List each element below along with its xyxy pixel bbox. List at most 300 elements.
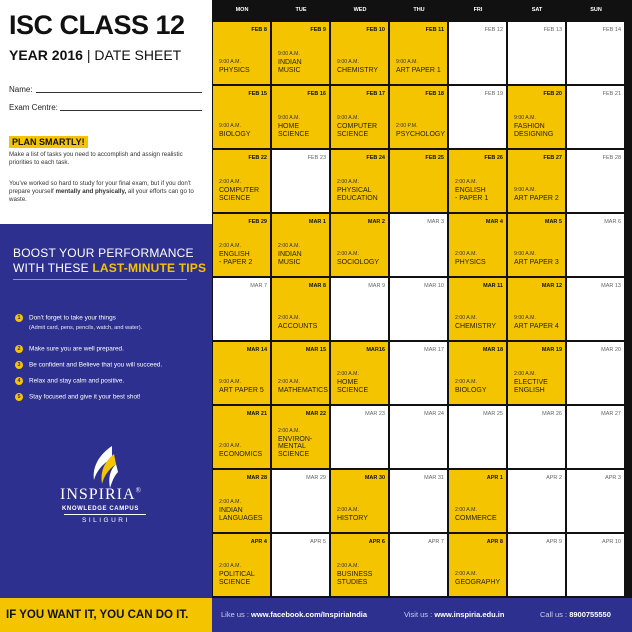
page-subtitle	[9, 47, 181, 63]
cell-date: MAR 20	[601, 347, 621, 353]
exam-subject	[337, 379, 385, 394]
exam-subject-line: INDIAN	[219, 507, 243, 515]
free-day-cell	[567, 278, 624, 340]
website-link[interactable]: www.inspiria.edu.in	[434, 610, 505, 619]
exam-time: 2:00 A.M.	[219, 442, 241, 449]
boost-heading-line-1: BOOST YOUR PERFORMANCE	[13, 246, 194, 260]
exam-subject	[337, 515, 385, 522]
cell-date: MAR 14	[246, 347, 267, 353]
facebook-link[interactable]: www.facebook.com/InspiriaIndia	[251, 610, 368, 619]
exam-subject-line: PHYSICS	[219, 66, 250, 74]
exam-time: 2:00 A.M.	[455, 250, 477, 257]
free-day-cell	[567, 406, 624, 468]
exam-day-cell	[508, 150, 565, 212]
exam-day-cell	[272, 278, 329, 340]
tip-subtext: (Admit card, pens, pencils, watch, and water).	[29, 325, 143, 331]
weekday-wed: WED	[353, 7, 367, 13]
exam-subject-line: ENGLISH	[514, 386, 545, 394]
cell-date: FEB 13	[543, 27, 562, 33]
cell-date: FEB 24	[366, 155, 385, 161]
tip-number: 5	[15, 393, 23, 401]
facebook-info	[221, 610, 367, 619]
exam-subject-line: SCIENCE	[278, 450, 310, 458]
exam-day-cell	[272, 342, 329, 404]
cell-date: APR 3	[605, 475, 621, 481]
free-day-cell	[331, 406, 388, 468]
exam-day-cell	[390, 150, 447, 212]
exam-time: 2:00 A.M.	[219, 563, 241, 570]
free-day-cell	[213, 278, 270, 340]
exam-subject-line: BIOLOGY	[219, 130, 251, 138]
exam-day-cell	[449, 278, 506, 340]
weekday-fri: FRI	[473, 7, 483, 13]
exam-day-cell	[213, 86, 270, 148]
free-day-cell	[272, 534, 329, 596]
exam-subject-line: SCIENCE	[219, 578, 251, 586]
cell-date: MAR 2	[367, 219, 385, 225]
phone-number[interactable]: 8900755550	[569, 610, 611, 619]
exam-day-cell	[213, 470, 270, 532]
exam-subject	[219, 251, 267, 266]
tip-text: Relax and stay calm and positive.	[29, 377, 125, 385]
exam-subject	[219, 451, 267, 458]
free-day-cell	[508, 470, 565, 532]
exam-subject-line: HISTORY	[337, 514, 368, 522]
exam-subject	[455, 515, 503, 522]
exam-day-cell	[508, 278, 565, 340]
cell-date: FEB 14	[602, 27, 621, 33]
exam-day-cell	[213, 22, 270, 84]
tip-number: 2	[15, 345, 23, 353]
exam-time: 9:00 A.M.	[514, 186, 536, 193]
exam-subject	[219, 571, 267, 586]
exam-day-cell	[390, 22, 447, 84]
cell-date: FEB 8	[251, 27, 267, 33]
plan-paragraph-1: Make a list of tasks you need to accomplish and assign realistic priorities to each task.	[9, 151, 183, 166]
cell-date: MAR 13	[601, 283, 621, 289]
free-day-cell	[567, 86, 624, 148]
exam-time: 9:00 A.M.	[278, 115, 300, 122]
exam-subject-line: ART PAPER 3	[514, 258, 559, 266]
exam-subject-line: ENVIRON-	[278, 436, 313, 444]
cell-date: FEB 12	[484, 27, 503, 33]
cell-date: MAR 1	[308, 219, 326, 225]
exam-day-cell	[331, 150, 388, 212]
exam-subject-line: ELECTIVE	[514, 379, 548, 387]
free-day-cell	[390, 278, 447, 340]
cell-date: MAR 10	[424, 283, 444, 289]
slogan-text: IF YOU WANT IT, YOU CAN DO IT.	[6, 609, 189, 621]
cell-date: MAR 23	[365, 411, 385, 417]
cell-date: FEB 29	[248, 219, 267, 225]
free-day-cell	[508, 534, 565, 596]
exam-subject-line: ART PAPER 4	[514, 322, 559, 330]
exam-time: 2:00 A.M.	[337, 563, 359, 570]
exam-time: 9:00 A.M.	[337, 58, 359, 65]
cell-date: MAR 5	[544, 219, 562, 225]
exam-subject-line: LANGUAGES	[219, 514, 263, 522]
facebook-label: Like us :	[221, 610, 249, 619]
free-day-cell	[449, 22, 506, 84]
free-day-cell	[390, 534, 447, 596]
cell-date: MAR 28	[246, 475, 267, 481]
logo-wordmark	[60, 486, 142, 504]
tip-text: Make sure you are well prepared.	[29, 345, 124, 353]
exam-time: 2:00 A.M.	[219, 499, 241, 506]
exam-subject	[455, 187, 503, 202]
exam-subject	[455, 323, 503, 330]
free-day-cell	[331, 278, 388, 340]
tips-panel	[0, 224, 212, 598]
exam-day-cell	[272, 86, 329, 148]
tip-item-5	[15, 393, 141, 401]
exam-day-cell	[449, 534, 506, 596]
exam-subject-line: ECONOMICS	[219, 450, 263, 458]
tip-item-1	[15, 314, 116, 322]
logo-divider	[64, 514, 146, 515]
header-panel	[0, 0, 212, 224]
cell-date: MAR16	[366, 347, 385, 353]
exam-subject-line: BIOLOGY	[455, 386, 487, 394]
exam-day-cell	[213, 342, 270, 404]
exam-subject	[337, 67, 385, 74]
exam-time: 2:00 P.M.	[396, 122, 418, 129]
exam-subject-line: CHEMISTRY	[337, 66, 379, 74]
tip-number: 4	[15, 377, 23, 385]
free-day-cell	[508, 406, 565, 468]
exam-subject-line: BUSINESS	[337, 571, 373, 579]
exam-time: 2:00 A.M.	[337, 371, 359, 378]
boost-heading-highlight: LAST-MINUTE TIPS	[92, 261, 207, 275]
exam-time: 9:00 A.M.	[337, 115, 359, 122]
date-sheet-label: DATE SHEET	[94, 47, 182, 63]
exam-day-cell	[213, 534, 270, 596]
free-day-cell	[449, 406, 506, 468]
exam-subject	[278, 436, 326, 458]
exam-time: 2:00 A.M.	[337, 179, 359, 186]
cell-date: MAR 22	[305, 411, 326, 417]
website-info	[404, 610, 504, 619]
cell-date: FEB 19	[484, 91, 503, 97]
exam-day-cell	[331, 470, 388, 532]
tip-text: Don't forget to take your things	[29, 314, 116, 322]
exam-subject	[455, 259, 503, 266]
exam-time: 2:00 A.M.	[455, 314, 477, 321]
exam-subject	[514, 195, 562, 202]
exam-subject-line: ENGLISH	[455, 187, 486, 195]
cell-date: FEB 17	[366, 91, 385, 97]
exam-day-cell	[272, 214, 329, 276]
exam-time: 2:00 A.M.	[337, 250, 359, 257]
cell-date: FEB 23	[307, 155, 326, 161]
free-day-cell	[272, 470, 329, 532]
exam-subject-line: CHEMISTRY	[455, 322, 497, 330]
exam-subject-line: DESIGNING	[514, 130, 554, 138]
exam-subject-line: MENTAL	[278, 443, 306, 451]
cell-date: MAR 11	[483, 283, 503, 289]
name-label: Name:	[9, 85, 33, 94]
cell-date: MAR 6	[604, 219, 621, 225]
exam-subject	[337, 571, 385, 586]
cell-date: FEB 28	[602, 155, 621, 161]
cell-date: MAR 9	[368, 283, 385, 289]
cell-date: MAR 25	[483, 411, 503, 417]
exam-subject	[219, 187, 267, 202]
exam-time: 9:00 A.M.	[514, 250, 536, 257]
tip-item-4	[15, 377, 124, 385]
exam-subject-line: - PAPER 2	[219, 258, 253, 266]
exam-day-cell	[213, 406, 270, 468]
exam-time: 2:00 A.M.	[278, 243, 300, 250]
cell-date: APR 4	[250, 539, 267, 545]
exam-subject-line: MUSIC	[278, 66, 301, 74]
free-day-cell	[567, 214, 624, 276]
tip-item-3	[15, 361, 162, 369]
exam-day-cell	[508, 342, 565, 404]
exam-time: 2:00 A.M.	[455, 179, 477, 186]
exam-day-cell	[272, 406, 329, 468]
exam-day-cell	[331, 342, 388, 404]
exam-centre-label: Exam Centre:	[9, 103, 58, 112]
plan-paragraph-2-b: mentally and physically,	[55, 188, 127, 195]
exam-time: 2:00 A.M.	[455, 570, 477, 577]
cell-date: APR 5	[310, 539, 326, 545]
cell-date: APR 9	[546, 539, 562, 545]
exam-day-cell	[331, 534, 388, 596]
exam-calendar	[212, 0, 632, 598]
exam-subject-line: FASHION	[514, 123, 545, 131]
tip-text: Be confident and Believe that you will succeed.	[29, 361, 163, 369]
cell-date: FEB 21	[602, 91, 621, 97]
tip-number: 3	[15, 361, 23, 369]
exam-subject	[455, 579, 503, 586]
cell-date: APR 10	[602, 539, 621, 545]
free-day-cell	[390, 470, 447, 532]
cell-date: APR 1	[486, 475, 503, 481]
exam-subject	[337, 259, 385, 266]
exam-subject	[278, 323, 326, 330]
exam-day-cell	[331, 214, 388, 276]
free-day-cell	[567, 534, 624, 596]
exam-subject-line: ART PAPER 5	[219, 386, 264, 394]
exam-subject-line: COMPUTER	[219, 187, 260, 195]
exam-time: 2:00 A.M.	[278, 428, 300, 435]
exam-subject-line: PHYSICS	[455, 258, 486, 266]
cell-date: APR 2	[546, 475, 562, 481]
cell-date: MAR 21	[246, 411, 267, 417]
free-day-cell	[390, 342, 447, 404]
exam-subject-line: ART PAPER 2	[514, 194, 559, 202]
registered-mark: ®	[135, 486, 142, 495]
exam-subject-line: ENGLISH	[219, 251, 250, 259]
logo-subtitle: KNOWLEDGE CAMPUS	[62, 506, 139, 512]
exam-day-cell	[331, 86, 388, 148]
plan-paragraph-2	[9, 180, 205, 204]
exam-subject-line: HOME	[278, 123, 299, 131]
cell-date: MAR 27	[601, 411, 621, 417]
cell-date: FEB 16	[307, 91, 326, 97]
exam-subject	[278, 123, 326, 138]
free-day-cell	[390, 406, 447, 468]
free-day-cell	[567, 22, 624, 84]
exam-day-cell	[508, 214, 565, 276]
exam-time: 2:00 A.M.	[278, 378, 300, 385]
boost-heading-prefix: WITH THESE	[13, 261, 93, 275]
exam-subject-line: SCIENCE	[337, 130, 369, 138]
name-field[interactable]	[36, 92, 202, 93]
logo-name-text: INSPIRIA	[60, 486, 136, 503]
exam-time: 9:00 A.M.	[219, 122, 241, 129]
exam-subject-line: PHYSICAL	[337, 187, 372, 195]
exam-subject-line: COMPUTER	[337, 123, 378, 131]
tip-number: 1	[15, 314, 23, 322]
exam-time: 2:00 A.M.	[455, 506, 477, 513]
exam-subject	[514, 259, 562, 266]
weekday-mon: MON	[235, 7, 249, 13]
exam-subject-line: HOME	[337, 379, 358, 387]
weekday-header-row	[212, 0, 632, 20]
exam-day-cell	[449, 470, 506, 532]
weekday-sun: SUN	[590, 7, 602, 13]
exam-centre-field[interactable]	[60, 110, 202, 111]
exam-time: 2:00 A.M.	[455, 378, 477, 385]
free-day-cell	[508, 22, 565, 84]
exam-time: 9:00 A.M.	[514, 115, 536, 122]
cell-date: FEB 20	[543, 91, 562, 97]
free-day-cell	[449, 86, 506, 148]
cell-date: MAR 19	[541, 347, 562, 353]
exam-time: 2:00 A.M.	[337, 506, 359, 513]
exam-subject	[396, 131, 444, 138]
exam-time: 2:00 A.M.	[278, 314, 300, 321]
exam-day-cell	[390, 86, 447, 148]
exam-day-cell	[449, 150, 506, 212]
plan-heading: PLAN SMARTLY!	[9, 136, 88, 148]
exam-day-cell	[449, 342, 506, 404]
exam-time: 2:00 A.M.	[219, 179, 241, 186]
free-day-cell	[567, 470, 624, 532]
exam-subject	[514, 323, 562, 330]
weekday-thu: THU	[413, 7, 425, 13]
free-day-cell	[567, 342, 624, 404]
exam-time: 2:00 A.M.	[219, 243, 241, 250]
free-day-cell	[272, 150, 329, 212]
exam-subject	[514, 123, 562, 138]
free-day-cell	[567, 150, 624, 212]
phone-label: Call us :	[540, 610, 568, 619]
cell-date: FEB 15	[248, 91, 267, 97]
exam-subject-line: SCIENCE	[337, 386, 369, 394]
logo-city: SILIGURI	[82, 517, 130, 524]
exam-day-cell	[213, 150, 270, 212]
exam-subject-line: INDIAN	[278, 251, 302, 259]
exam-subject-line: PSYCHOLOGY	[396, 130, 446, 138]
website-label: Visit us :	[404, 610, 433, 619]
exam-year: YEAR 2016	[9, 47, 83, 63]
exam-time: 2:00 A.M.	[514, 371, 536, 378]
cell-date: FEB 10	[366, 27, 385, 33]
cell-date: MAR 4	[485, 219, 503, 225]
exam-subject-line: STUDIES	[337, 578, 368, 586]
exam-subject-line: - PAPER 1	[455, 194, 489, 202]
cell-date: FEB 25	[425, 155, 444, 161]
weekday-sat: SAT	[531, 7, 543, 13]
exam-time: 9:00 A.M.	[514, 314, 536, 321]
exam-subject	[219, 387, 267, 394]
exam-subject-line: INDIAN	[278, 59, 302, 67]
plan-paragraph-2-c: all your efforts can go to waste.	[9, 188, 194, 203]
exam-time: 9:00 A.M.	[278, 51, 300, 58]
exam-subject	[337, 187, 385, 202]
cell-date: MAR 29	[306, 475, 326, 481]
cell-date: FEB 26	[484, 155, 503, 161]
cell-date: FEB 11	[425, 27, 444, 33]
exam-subject	[278, 387, 326, 394]
footer-bar	[0, 598, 632, 632]
cell-date: APR 7	[428, 539, 444, 545]
exam-day-cell	[331, 22, 388, 84]
page-title: ISC CLASS 12	[9, 10, 185, 40]
plan-paragraph-2-a: You've worked so hard to study for your final exam, but if you don't prepare yourself	[9, 180, 191, 195]
cell-date: MAR 15	[305, 347, 326, 353]
cell-date: MAR 3	[427, 219, 444, 225]
exam-subject	[278, 251, 326, 266]
exam-subject	[455, 387, 503, 394]
exam-subject	[219, 131, 267, 138]
exam-subject-line: GEOGRAPHY	[455, 578, 501, 586]
exam-subject-line: MATHEMATICS	[278, 386, 328, 394]
cell-date: MAR 24	[424, 411, 444, 417]
slogan-box	[0, 598, 212, 632]
free-day-cell	[390, 214, 447, 276]
cell-date: MAR 18	[482, 347, 503, 353]
cell-date: FEB 27	[543, 155, 562, 161]
cell-date: MAR 30	[364, 475, 385, 481]
cell-date: MAR 17	[424, 347, 444, 353]
weekday-tue: TUE	[295, 7, 307, 13]
exam-subject-line: SCIENCE	[219, 194, 251, 202]
cell-date: APR 6	[368, 539, 385, 545]
phone-info	[540, 610, 611, 619]
cell-date: MAR 8	[308, 283, 326, 289]
boost-heading-line-2	[13, 261, 206, 275]
cell-date: MAR 31	[424, 475, 444, 481]
tip-item-2	[15, 345, 124, 353]
exam-subject-line: COMMERCE	[455, 514, 497, 522]
cell-date: FEB 9	[310, 27, 326, 33]
exam-subject	[514, 379, 562, 394]
exam-subject-line: POLITICAL	[219, 571, 255, 579]
cell-date: MAR 7	[250, 283, 267, 289]
exam-subject	[337, 123, 385, 138]
tip-text: Stay focused and give it your best shot!	[29, 393, 141, 401]
exam-subject	[396, 67, 444, 74]
cell-date: MAR 12	[541, 283, 562, 289]
exam-time: 9:00 A.M.	[396, 58, 418, 65]
cell-date: FEB 18	[425, 91, 444, 97]
exam-day-cell	[272, 22, 329, 84]
exam-subject-line: MUSIC	[278, 258, 301, 266]
exam-day-cell	[449, 214, 506, 276]
exam-subject-line: SCIENCE	[278, 130, 310, 138]
exam-time: 9:00 A.M.	[219, 378, 241, 385]
inspiria-logo-flame-icon	[82, 444, 122, 490]
cell-date: FEB 22	[248, 155, 267, 161]
exam-subject-line: EDUCATION	[337, 194, 378, 202]
subtitle-separator: |	[86, 47, 91, 63]
exam-subject	[219, 507, 267, 522]
cell-date: APR 8	[486, 539, 503, 545]
